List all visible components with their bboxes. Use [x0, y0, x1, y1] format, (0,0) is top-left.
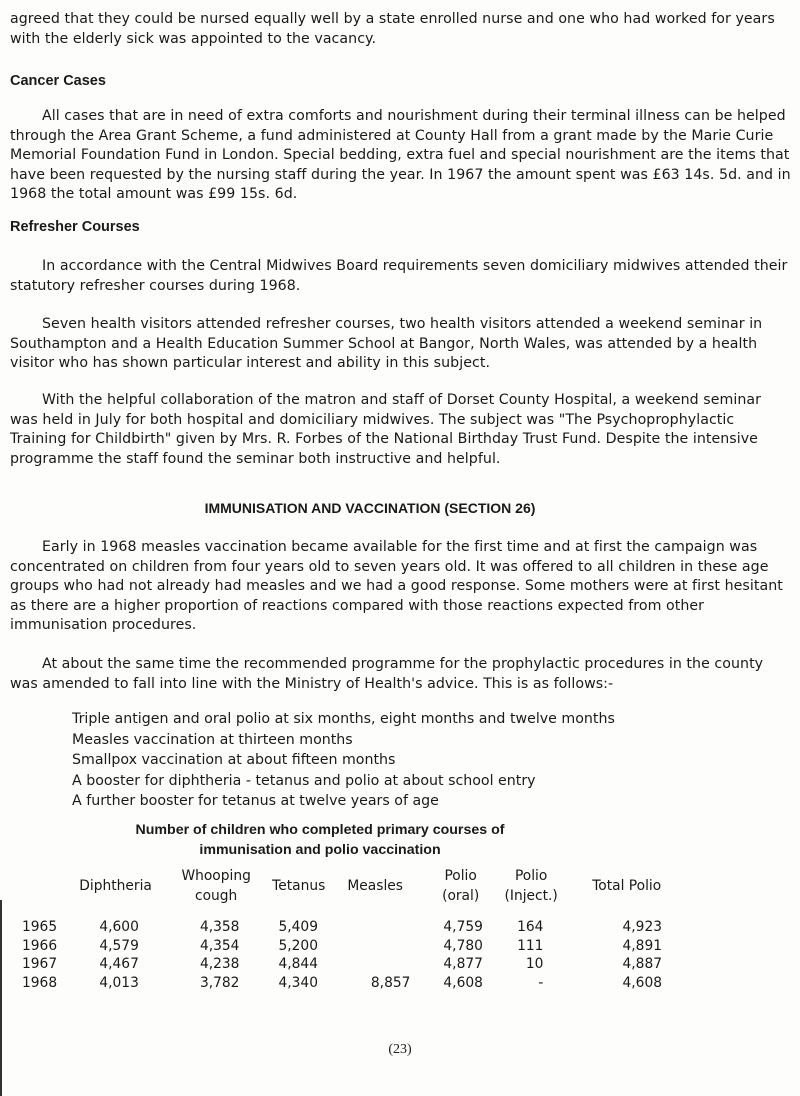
- schedule-item: Triple antigen and oral polio at six months, eight months and twelve months: [72, 711, 615, 727]
- table-row: [22, 974, 662, 993]
- header-measles: Measles: [347, 878, 403, 894]
- cell-measles: [340, 955, 410, 974]
- cell-year: 1968: [22, 974, 58, 991]
- immunisation-table: [22, 866, 662, 992]
- header-whooping-cough: Whooping cough: [181, 868, 251, 904]
- cell-polio-oral: 4,877: [443, 956, 483, 972]
- refresher-paragraph-1: In accordance with the Central Midwives Board requirements seven domiciliary midwives attended their statutory refresher courses during 1968.: [10, 258, 788, 294]
- cell-total-polio: 4,891: [622, 937, 662, 954]
- cell-total-polio: 4,608: [622, 974, 662, 991]
- cell-whooping-cough: 4,354: [199, 937, 240, 954]
- cell-measles: [340, 937, 410, 956]
- cell-whooping-cough: 3,782: [199, 974, 240, 991]
- schedule-item: Measles vaccination at thirteen months: [72, 731, 353, 748]
- refresher-paragraph-3: With the helpful collaboration of the matron and staff of Dorset County Hospital, a weekend seminar was held in July for both hospital and domiciliary midwives. The subject was "The Psychoprophylactic Training for Childbirth" given by Mrs. R. Forbes of the National Birthday Trust Fund. Despite the intensive programme the staff found the seminar both instructive and helpful.: [10, 392, 762, 467]
- header-polio-inject: Polio (Inject.): [504, 868, 558, 904]
- cell-polio-inject: 10: [525, 956, 544, 972]
- refresher-courses-heading: Refresher Courses: [10, 219, 140, 235]
- cell-year: 1966: [22, 937, 58, 954]
- schedule-item: Smallpox vaccination at about fifteen months: [72, 752, 396, 768]
- header-tetanus: Tetanus: [272, 878, 326, 894]
- cell-year: 1965: [22, 919, 58, 935]
- cancer-cases-heading: Cancer Cases: [10, 73, 106, 89]
- cell-total-polio: 4,923: [622, 919, 662, 935]
- cell-polio-oral: 4,759: [443, 919, 483, 935]
- cell-tetanus: 4,844: [278, 956, 318, 972]
- refresher-paragraph-2: Seven health visitors attended refresher courses, two health visitors attended a weekend seminar in Southampton and a Health Education Summer School at Bangor, North Wales, was attended by a health visitor who has shown particular interest and ability in this subject.: [10, 316, 763, 371]
- cell-year: 1967: [22, 956, 58, 972]
- cell-diphtheria: 4,467: [99, 956, 139, 972]
- cell-whooping-cough: 4,238: [199, 956, 240, 972]
- page-number: (23): [388, 1042, 412, 1057]
- intro-paragraph: agreed that they could be nursed equally well by a state enrolled nurse and one who had worked for years with the elderly sick was appointed to the vacancy.: [10, 11, 775, 47]
- table-row: [22, 955, 662, 974]
- table-title-line-2: immunisation and polio vaccination: [199, 842, 441, 858]
- header-total-polio: Total Polio: [592, 878, 662, 894]
- cell-polio-oral: 4,780: [443, 937, 483, 954]
- cancer-cases-paragraph: All cases that are in need of extra comforts and nourishment during their terminal illness can be helped through the Area Grant Scheme, a fund administered at County Hall from a grant made by the Marie Curie Memorial Foundation Fund in London. Special bedding, extra fuel and special nourishment are the items that have been requested by the nursing staff during the year. In 1967 the amount spent was £63 14s. 5d. and in 1968 the total amount was £99 15s. 6d.: [10, 108, 791, 202]
- cell-diphtheria: 4,579: [99, 937, 139, 954]
- table-title: [0, 820, 640, 860]
- cell-polio-inject: -: [538, 974, 544, 991]
- immunisation-paragraph-2: At about the same time the recommended programme for the prophylactic procedures in the county was amended to fall into line with the Ministry of Health's advice. This is as follows:-: [10, 656, 764, 692]
- schedule-item: A further booster for tetanus at twelve years of age: [72, 793, 439, 809]
- cell-tetanus: 5,200: [278, 937, 318, 954]
- page-edge-line: [0, 900, 2, 1096]
- header-polio-oral: Polio (oral): [442, 868, 480, 904]
- header-year: [22, 866, 70, 918]
- cell-total-polio: 4,887: [622, 956, 662, 972]
- table-row: [22, 937, 662, 956]
- immunisation-paragraph-1: Early in 1968 measles vaccination became available for the first time and at first the campaign was concentrated on children from four years old to seven years old. It was offered to all children in these age groups who had not already had measles and we had a good response. Some mothers were at first hesitant as there are a higher proportion of reactions compared with those reactions expected from other immunisation procedures.: [10, 539, 783, 633]
- cell-tetanus: 5,409: [278, 919, 318, 935]
- cell-polio-inject: 111: [517, 937, 544, 954]
- cell-measles: [340, 918, 410, 937]
- table-row: [22, 918, 662, 937]
- cell-polio-oral: 4,608: [443, 974, 483, 991]
- table-header-row: [22, 866, 662, 918]
- table-title-line-1: Number of children who completed primary courses of: [135, 822, 505, 838]
- schedule-item: A booster for diphtheria - tetanus and polio at about school entry: [72, 772, 536, 789]
- cell-tetanus: 4,340: [278, 974, 318, 991]
- immunisation-schedule-list: [72, 709, 615, 812]
- cell-diphtheria: 4,013: [99, 974, 139, 991]
- cell-whooping-cough: 4,358: [199, 919, 240, 935]
- cell-diphtheria: 4,600: [99, 919, 139, 935]
- cell-measles: 8,857: [370, 974, 411, 991]
- cell-polio-inject: 164: [517, 919, 544, 935]
- immunisation-heading: IMMUNISATION AND VACCINATION (SECTION 26): [204, 500, 536, 516]
- header-diphtheria: Diphtheria: [79, 878, 152, 894]
